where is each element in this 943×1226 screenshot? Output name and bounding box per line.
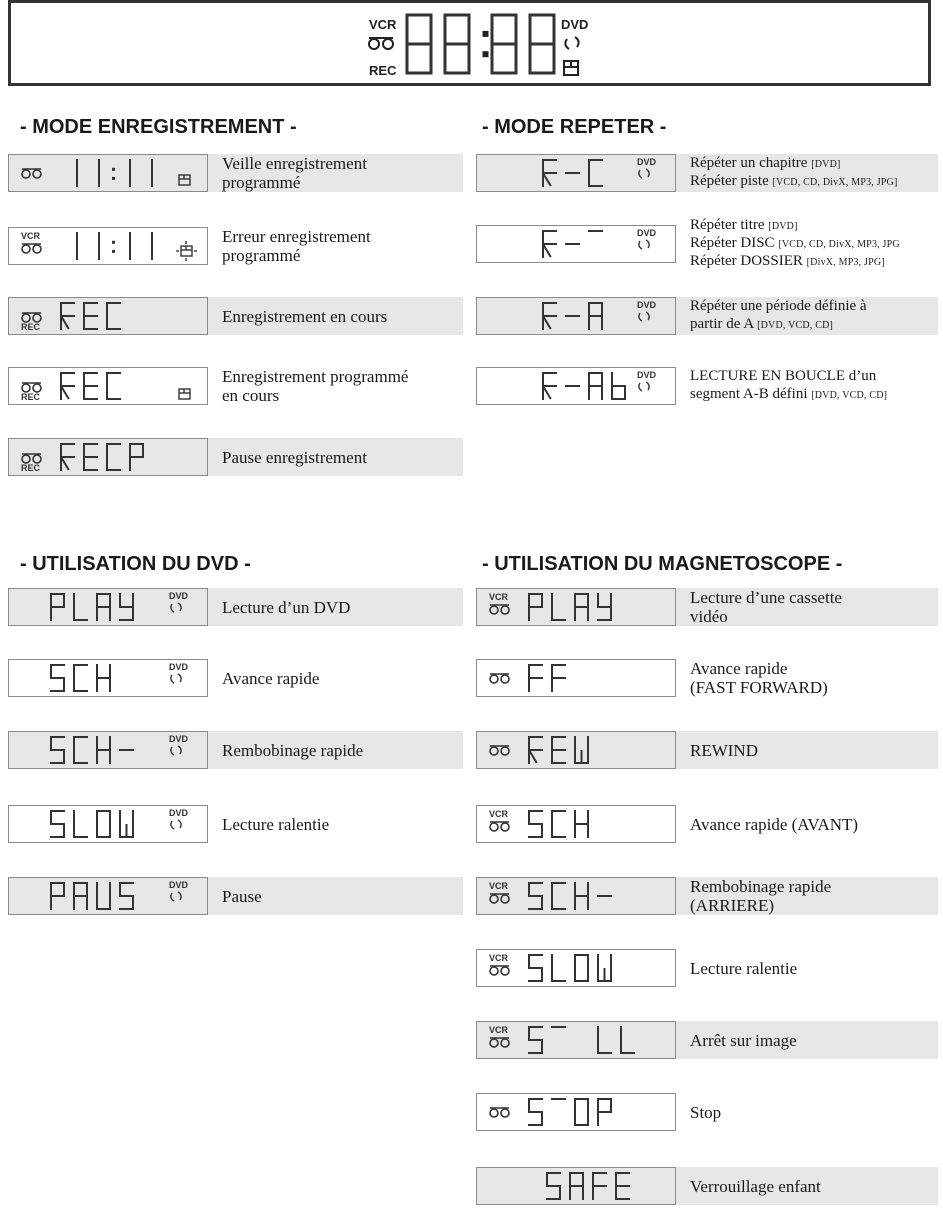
vcr-row <box>476 731 938 769</box>
row-description: Avance rapide (FAST FORWARD) <box>690 659 828 697</box>
row-description: Enregistrement en cours <box>222 306 388 326</box>
row-description: Répéter une période définie à partir de A [DVD, VCD, CD] <box>690 298 867 332</box>
vcr-row <box>476 588 938 626</box>
cassette-icon <box>22 244 41 253</box>
lcd-display <box>8 731 208 769</box>
repeat-row <box>476 217 938 269</box>
row-description: Lecture d’un DVD <box>222 597 351 617</box>
disc-spin-icon <box>171 674 181 683</box>
cassette-icon <box>490 674 509 683</box>
recording-row <box>8 227 463 265</box>
seg-display <box>477 806 675 842</box>
recording-row <box>8 154 463 192</box>
timer-error-icon <box>176 241 197 261</box>
dvd-row <box>8 877 463 915</box>
seg-display <box>477 1022 675 1058</box>
seg-display <box>9 732 207 768</box>
disc-spin-icon <box>639 382 649 391</box>
row-description: Veille enregistrement programmé <box>222 154 367 192</box>
disc-spin-icon <box>171 746 181 755</box>
cassette-icon <box>22 454 41 463</box>
vcr-indicator: VCR <box>489 881 509 891</box>
lcd-digits <box>529 665 565 691</box>
lcd-colon <box>112 177 115 180</box>
vcr-indicator: VCR <box>489 592 509 602</box>
main-display-graphic <box>11 3 928 83</box>
cassette-icon <box>490 605 509 614</box>
lcd-display <box>476 225 676 263</box>
seg-display <box>9 298 207 334</box>
timer-icon <box>179 389 190 399</box>
lcd-digits <box>529 737 588 763</box>
dvd-row <box>8 731 463 769</box>
vcr-indicator: VCR <box>489 953 509 963</box>
lcd-digits <box>51 811 133 837</box>
dvd-operation-heading: - UTILISATION DU DVD - <box>20 553 251 575</box>
row-description: Erreur enregistrement programmé <box>222 227 371 265</box>
vcr-indicator: VCR <box>21 231 41 241</box>
cassette-icon <box>22 169 41 178</box>
dvd-indicator: DVD <box>169 880 189 890</box>
lcd-display <box>476 877 676 915</box>
lcd-segment <box>61 386 69 399</box>
cassette-icon <box>22 313 41 322</box>
lcd-segment <box>61 457 69 470</box>
lcd-display <box>476 805 676 843</box>
lcd-display <box>476 659 676 697</box>
rec-indicator: REC <box>21 463 41 473</box>
cassette-icon <box>490 746 509 755</box>
disc-spin-icon <box>565 37 578 49</box>
seg-display <box>9 368 207 404</box>
repeat-row <box>476 154 938 192</box>
cassette-icon <box>490 966 509 975</box>
lcd-segment <box>61 316 69 329</box>
dvd-indicator: DVD <box>169 591 189 601</box>
lcd-segment <box>543 244 551 257</box>
vcr-row <box>476 805 938 843</box>
row-description: Avance rapide (AVANT) <box>690 814 859 834</box>
row-description: REWIND <box>690 740 758 760</box>
row-description: Avance rapide <box>222 668 320 688</box>
lcd-segment <box>529 750 537 763</box>
vcr-row <box>476 1021 938 1059</box>
recording-row <box>8 367 463 405</box>
lcd-display <box>8 367 208 405</box>
vcr-row <box>476 877 938 915</box>
seg-display <box>477 878 675 914</box>
seg-display <box>477 298 675 334</box>
rec-indicator: REC <box>21 392 41 402</box>
lcd-segment <box>543 316 551 329</box>
seg-display <box>477 226 675 262</box>
row-description: Lecture ralentie <box>222 814 330 834</box>
lcd-colon <box>484 32 487 35</box>
lcd-digits <box>529 955 611 981</box>
seg-display <box>477 950 675 986</box>
lcd-digits <box>543 373 625 399</box>
lcd-display <box>8 438 208 476</box>
vcr-operation-heading: - UTILISATION DU MAGNETOSCOPE - <box>482 553 843 575</box>
disc-spin-icon <box>639 240 649 249</box>
recording-mode-heading: - MODE ENREGISTREMENT - <box>20 116 297 138</box>
seg-display <box>477 1094 675 1130</box>
vcr-row <box>476 949 938 987</box>
seg-display <box>9 806 207 842</box>
dvd-row <box>8 659 463 697</box>
lcd-display <box>8 227 208 265</box>
dvd-indicator: DVD <box>169 808 189 818</box>
seg-display <box>9 155 207 191</box>
lcd-display <box>476 367 676 405</box>
lcd-digits <box>51 594 133 620</box>
disc-spin-icon <box>639 312 649 321</box>
lcd-digits <box>61 444 143 470</box>
lcd-digits <box>529 1027 634 1053</box>
dvd-row <box>8 805 463 843</box>
row-description: LECTURE EN BOUCLE d’un segment A-B défini [DVD, VCD, CD] <box>690 368 888 402</box>
dvd-indicator: DVD <box>637 300 657 310</box>
lcd-display <box>8 659 208 697</box>
lcd-display <box>476 297 676 335</box>
row-description: Enregistrement programmé en cours <box>222 367 409 405</box>
dvd-indicator: DVD <box>637 157 657 167</box>
vcr-indicator: VCR <box>489 1025 509 1035</box>
lcd-segment <box>543 173 551 186</box>
row-description: Répéter un chapitre [DVD] Répéter piste [VCD, CD, DivX, MP3, JPG] <box>690 155 898 189</box>
cassette-icon <box>22 383 41 392</box>
lcd-colon <box>112 241 115 244</box>
cassette-icon <box>490 822 509 831</box>
vcr-row <box>476 1167 938 1205</box>
lcd-segment <box>543 386 551 399</box>
row-description: Stop <box>690 1102 722 1122</box>
row-description: Pause enregistrement <box>222 447 367 467</box>
seg-display <box>9 439 207 475</box>
lcd-display <box>8 877 208 915</box>
row-description: Lecture d’une cassette vidéo <box>690 588 842 626</box>
seg-display <box>477 1168 675 1204</box>
row-description: Rembobinage rapide <box>222 740 364 760</box>
cassette-icon <box>369 38 393 49</box>
lcd-display <box>476 1093 676 1131</box>
seg-display <box>9 660 207 696</box>
rec-indicator: REC <box>369 63 397 78</box>
disc-spin-icon <box>171 603 181 612</box>
disc-spin-icon <box>639 169 649 178</box>
recording-row <box>8 297 463 335</box>
lcd-digits <box>51 665 110 691</box>
lcd-digits <box>61 373 120 399</box>
recording-row <box>8 438 463 476</box>
repeat-row <box>476 297 938 335</box>
main-display-panel <box>8 0 931 86</box>
lcd-display <box>476 1167 676 1205</box>
disc-spin-icon <box>171 892 181 901</box>
cassette-icon <box>490 894 509 903</box>
dvd-indicator: DVD <box>637 370 657 380</box>
vcr-row <box>476 659 938 697</box>
lcd-digits <box>543 303 602 329</box>
disc-spin-icon <box>171 820 181 829</box>
lcd-display <box>8 588 208 626</box>
seg-display <box>477 732 675 768</box>
seg-display <box>477 589 675 625</box>
lcd-digits <box>61 303 120 329</box>
lcd-digits <box>51 883 133 909</box>
vcr-indicator: VCR <box>369 17 397 32</box>
lcd-colon <box>112 250 115 253</box>
seg-display <box>477 368 675 404</box>
main-seven-segment-digits <box>407 15 554 73</box>
lcd-digits <box>529 1099 611 1125</box>
lcd-digits <box>529 883 611 909</box>
lcd-digits <box>529 811 588 837</box>
vcr-indicator: VCR <box>489 809 509 819</box>
lcd-digits <box>543 231 602 257</box>
cassette-icon <box>490 1038 509 1047</box>
lcd-display <box>8 805 208 843</box>
repeat-row <box>476 367 938 405</box>
lcd-digits <box>77 160 152 186</box>
lcd-display <box>476 1021 676 1059</box>
seg-display <box>9 589 207 625</box>
lcd-colon <box>112 168 115 171</box>
seg-display <box>9 878 207 914</box>
lcd-colon <box>484 53 487 56</box>
lcd-display <box>8 297 208 335</box>
seg-display <box>477 155 675 191</box>
lcd-digits <box>51 737 133 763</box>
row-description: Répéter titre [DVD] Répéter DISC [VCD, CD, DivX, MP3, JPG Répéter DOSSIER [DivX, MP3, JPG] <box>690 217 900 269</box>
lcd-display <box>476 731 676 769</box>
lcd-display <box>476 154 676 192</box>
row-description: Lecture ralentie <box>690 958 798 978</box>
dvd-indicator: DVD <box>169 734 189 744</box>
vcr-row <box>476 1093 938 1131</box>
repeat-mode-heading: - MODE REPETER - <box>482 116 667 138</box>
dvd-indicator: DVD <box>169 662 189 672</box>
seg-display <box>9 228 207 264</box>
dvd-indicator: DVD <box>637 228 657 238</box>
row-description: Verrouillage enfant <box>690 1176 821 1196</box>
row-description: Pause <box>222 886 262 906</box>
lcd-digits <box>77 233 152 259</box>
row-description: Rembobinage rapide (ARRIERE) <box>690 877 832 915</box>
timer-icon <box>179 175 190 185</box>
row-description: Arrêt sur image <box>690 1030 797 1050</box>
lcd-display <box>476 588 676 626</box>
lcd-digits <box>547 1173 629 1199</box>
timer-icon <box>564 61 578 75</box>
lcd-digits <box>543 160 602 186</box>
lcd-digits <box>529 594 611 620</box>
rec-indicator: REC <box>21 322 41 332</box>
dvd-indicator: DVD <box>561 17 589 32</box>
dvd-row <box>8 588 463 626</box>
lcd-display <box>8 154 208 192</box>
lcd-display <box>476 949 676 987</box>
seg-display <box>477 660 675 696</box>
cassette-icon <box>490 1108 509 1117</box>
